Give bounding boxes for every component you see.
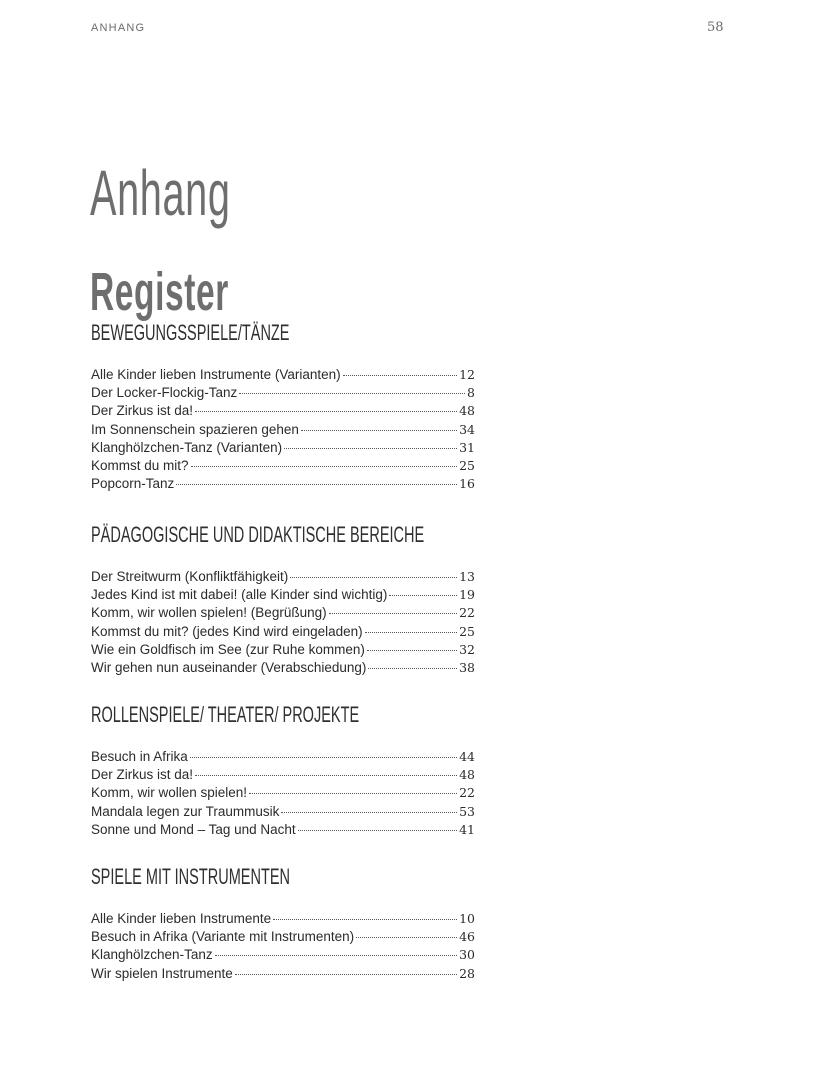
- entry-title: Der Zirkus ist da!: [91, 767, 194, 783]
- entry-title: Der Locker-Flockig-Tanz: [91, 385, 238, 401]
- section-paedagogische-bereiche: [91, 522, 475, 677]
- dot-leader: [389, 595, 457, 596]
- dot-leader: [284, 448, 457, 449]
- entry-page: 48: [459, 767, 475, 783]
- section-heading: PÄDAGOGISCHE UND DIDAKTISCHE BEREICHE: [91, 522, 425, 547]
- dot-leader: [215, 955, 458, 956]
- dot-leader: [176, 484, 457, 485]
- entry-page: 31: [459, 439, 475, 455]
- dot-leader: [190, 757, 457, 758]
- entry-page: 22: [459, 605, 475, 621]
- entry-title: Klanghölzchen-Tanz: [91, 947, 213, 963]
- register-entry: [91, 457, 475, 475]
- entry-title: Besuch in Afrika (Variante mit Instrumenten): [91, 929, 355, 945]
- section-spiele-mit-instrumenten: [91, 864, 475, 983]
- dot-leader: [195, 411, 457, 412]
- entry-title: Der Streitwurm (Konfliktfähigkeit): [91, 569, 289, 584]
- section-heading: ROLLENSPIELE/ THEATER/ PROJEKTE: [91, 702, 360, 727]
- register-entry: [91, 641, 475, 659]
- dot-leader: [367, 650, 457, 651]
- entry-title: Sonne und Mond – Tag und Nacht: [91, 821, 296, 837]
- register-entry: [91, 821, 475, 839]
- register-entry: [91, 766, 475, 784]
- register-entry: [91, 568, 475, 586]
- entry-page: 46: [459, 929, 475, 945]
- entry-page: 22: [459, 785, 475, 801]
- page-title: Anhang: [90, 156, 231, 229]
- dot-leader: [343, 375, 457, 376]
- dot-leader: [191, 466, 458, 467]
- entry-title: Alle Kinder lieben Instrumente: [91, 911, 272, 926]
- entry-page: 19: [459, 587, 475, 603]
- section-heading: SPIELE MIT INSTRUMENTEN: [91, 864, 291, 889]
- register-entry: [91, 946, 475, 964]
- entry-title: Der Zirkus ist da!: [91, 403, 194, 419]
- entry-page: 53: [459, 803, 475, 819]
- entry-title: Wie ein Goldfisch im See (zur Ruhe kommen): [91, 641, 365, 657]
- entry-list: [91, 568, 475, 677]
- register-entry: [91, 475, 475, 493]
- dot-leader: [290, 577, 457, 578]
- register-entry: [91, 910, 475, 928]
- entry-page: 44: [459, 749, 475, 764]
- dot-leader: [281, 812, 457, 813]
- entry-page: 41: [459, 821, 475, 837]
- entry-title: Im Sonnenschein spazieren gehen: [91, 421, 299, 437]
- entry-page: 16: [459, 476, 475, 492]
- register-entry: [91, 366, 475, 384]
- dot-leader: [365, 632, 457, 633]
- dot-leader: [239, 393, 465, 394]
- entry-page: 25: [459, 623, 475, 639]
- register-entry: [91, 803, 475, 821]
- entry-page: 34: [459, 421, 475, 437]
- dot-leader: [329, 613, 458, 614]
- entry-list: [91, 748, 475, 839]
- entry-title: Mandala legen zur Traummusik: [91, 803, 280, 819]
- section-heading: BEWEGUNGSSPIELE/TÄNZE: [91, 320, 290, 345]
- entry-title: Popcorn-Tanz: [91, 476, 175, 492]
- dot-leader: [301, 430, 457, 431]
- entry-list: [91, 366, 475, 493]
- page-subtitle: Register: [90, 261, 229, 322]
- section-rollenspiele: [91, 702, 475, 839]
- entry-page: 32: [459, 641, 475, 657]
- entry-title: Kommst du mit?: [91, 458, 189, 474]
- register-entry: [91, 402, 475, 420]
- dot-leader: [356, 937, 457, 938]
- entry-title: Wir spielen Instrumente: [91, 965, 233, 981]
- register-entry: [91, 604, 475, 622]
- running-header: ANHANG: [91, 22, 146, 34]
- register-entry: [91, 384, 475, 402]
- entry-page: 48: [459, 403, 475, 419]
- register-entry: [91, 784, 475, 802]
- entry-title: Komm, wir wollen spielen! (Begrüßung): [91, 605, 327, 621]
- entry-page: 38: [459, 660, 475, 676]
- entry-page: 30: [459, 947, 475, 963]
- entry-page: 28: [459, 965, 475, 981]
- entry-title: Besuch in Afrika: [91, 749, 188, 764]
- register-entry: [91, 623, 475, 641]
- entry-page: 13: [459, 569, 475, 584]
- section-bewegungsspiele: [91, 320, 475, 493]
- entry-title: Kommst du mit? (jedes Kind wird eingeladen): [91, 623, 363, 639]
- dot-leader: [298, 830, 457, 831]
- dot-leader: [195, 775, 457, 776]
- entry-list: [91, 910, 475, 983]
- dot-leader: [235, 974, 457, 975]
- entry-page: 25: [459, 458, 475, 474]
- entry-title: Wir gehen nun auseinander (Verabschiedung): [91, 660, 367, 676]
- dot-leader: [273, 919, 457, 920]
- entry-title: Alle Kinder lieben Instrumente (Varianten): [91, 367, 341, 382]
- entry-page: 10: [459, 911, 475, 926]
- register-entry: [91, 965, 475, 983]
- entry-page: 12: [459, 367, 475, 382]
- page-number: 58: [707, 20, 724, 35]
- entry-title: Klanghölzchen-Tanz (Varianten): [91, 439, 283, 455]
- register-entry: [91, 748, 475, 766]
- register-entry: [91, 421, 475, 439]
- register-entry: [91, 586, 475, 604]
- register-entry: [91, 439, 475, 457]
- register-entry: [91, 659, 475, 677]
- dot-leader: [368, 668, 457, 669]
- register-entry: [91, 928, 475, 946]
- entry-title: Komm, wir wollen spielen!: [91, 785, 248, 801]
- dot-leader: [249, 793, 457, 794]
- entry-title: Jedes Kind ist mit dabei! (alle Kinder sind wichtig): [91, 587, 388, 603]
- entry-page: 8: [467, 385, 475, 401]
